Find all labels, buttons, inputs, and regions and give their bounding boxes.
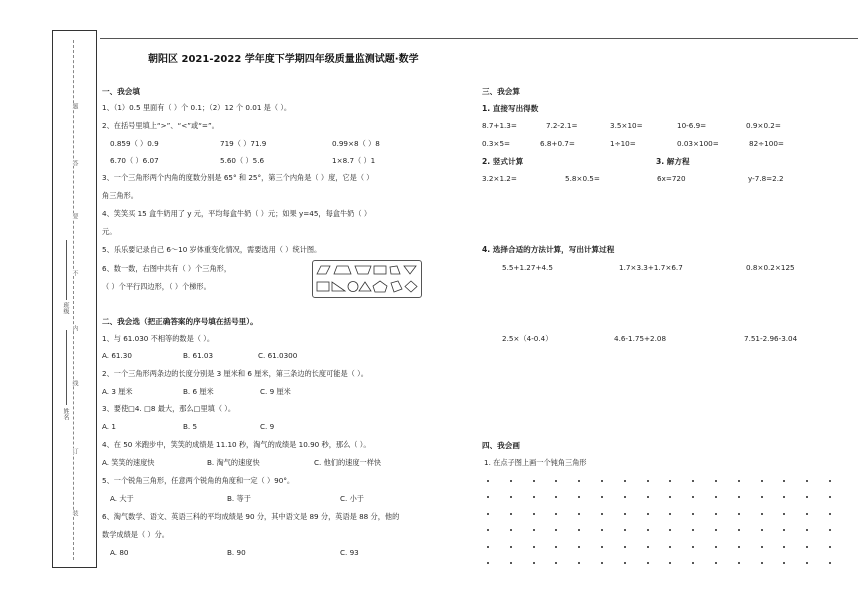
grid-dot[interactable] — [533, 562, 535, 564]
section-3-heading: 三、我会算 — [482, 87, 520, 96]
class-field-label: 班级 — [62, 302, 69, 314]
grid-dot[interactable] — [624, 529, 626, 531]
grid-dot[interactable] — [761, 496, 763, 498]
seal-char: 内 — [71, 325, 78, 331]
section-4-heading: 四、我会画 — [482, 441, 520, 450]
grid-dot[interactable] — [692, 513, 694, 515]
seal-char: 装 — [71, 510, 78, 516]
grid-dot[interactable] — [624, 496, 626, 498]
grid-dot[interactable] — [510, 546, 512, 548]
grid-dot[interactable] — [715, 480, 717, 482]
grid-dot[interactable] — [715, 546, 717, 548]
s3-calc: 2.5×（4-0.4） — [502, 334, 553, 343]
grid-dot[interactable] — [624, 513, 626, 515]
grid-dot[interactable] — [510, 529, 512, 531]
s2-q2: 2、一个三角形两条边的长度分别是 3 厘米和 6 厘米，第三条边的长度可能是（ ）。 — [102, 369, 368, 378]
grid-dot[interactable] — [669, 496, 671, 498]
s3-calc: 3.5×10= — [610, 121, 643, 130]
name-field-label: 姓名 — [62, 408, 69, 420]
grid-dot[interactable] — [806, 480, 808, 482]
s2-q5: 5、一个锐角三角形，任意两个锐角的角度和一定（ ）90°。 — [102, 476, 295, 485]
s3-calc: 10-6.9= — [677, 121, 707, 130]
s2-q3: 3、要使□4. □8 最大，那么□里填（ ）。 — [102, 404, 236, 413]
s1-q2-item: 1×8.7（ ）1 — [332, 156, 376, 165]
grid-dot[interactable] — [806, 562, 808, 564]
s1-q4-line1: 4、笑笑买 15 盒牛奶用了 y 元，平均每盒牛奶（ ）元；如果 y=45，每盒牛奶（ ） — [102, 209, 372, 218]
s3-calc: 3.2×1.2= — [482, 174, 517, 183]
grid-dot[interactable] — [487, 496, 489, 498]
grid-dot[interactable] — [829, 546, 831, 548]
s2-q6-option: A. 80 — [110, 548, 129, 557]
grid-dot[interactable] — [738, 496, 740, 498]
grid-dot[interactable] — [601, 529, 603, 531]
grid-dot[interactable] — [669, 546, 671, 548]
grid-dot[interactable] — [783, 562, 785, 564]
grid-dot[interactable] — [761, 546, 763, 548]
seal-line — [73, 40, 74, 560]
grid-dot[interactable] — [510, 496, 512, 498]
s3-calc: 6x=720 — [657, 174, 686, 183]
s3-calc: 4.6-1.75+2.08 — [614, 334, 667, 343]
s2-q1-option: C. 61.0300 — [258, 351, 298, 360]
s1-q6-line2: （ ）个平行四边形，（ ）个梯形。 — [102, 282, 211, 291]
s2-q1-option: B. 61.03 — [183, 351, 214, 360]
seal-char: 要 — [71, 213, 78, 219]
s3-calc: 82÷100= — [749, 139, 784, 148]
grid-dot[interactable] — [578, 562, 580, 564]
grid-dot[interactable] — [806, 496, 808, 498]
grid-dot[interactable] — [647, 562, 649, 564]
s2-q4-option: B. 淘气的速度快 — [207, 458, 260, 467]
grid-dot[interactable] — [692, 480, 694, 482]
s3-calc: 7.51-2.96-3.04 — [744, 334, 798, 343]
grid-dot[interactable] — [783, 480, 785, 482]
s2-q5-option: C. 小于 — [340, 494, 364, 503]
s3-calc: 1÷10= — [610, 139, 636, 148]
name-field-line — [66, 330, 67, 405]
grid-dot[interactable] — [624, 546, 626, 548]
grid-dot[interactable] — [715, 496, 717, 498]
grid-dot[interactable] — [761, 529, 763, 531]
s1-q2: 2、在括号里填上“>”、“<”或“=”。 — [102, 121, 219, 130]
s1-q2-item: 0.859（ ）0.9 — [110, 139, 159, 148]
s3-sub1: 1. 直接写出得数 — [482, 104, 539, 113]
s2-q1: 1、与 61.030 不相等的数是（ ）。 — [102, 334, 215, 343]
grid-dot[interactable] — [738, 513, 740, 515]
s3-calc: 8.7+1.3= — [482, 121, 517, 130]
s3-calc: 5.5+1.27+4.5 — [502, 263, 553, 272]
s1-q6-line1: 6、数一数，右图中共有（ ）个三角形， — [102, 264, 232, 273]
grid-dot[interactable] — [692, 546, 694, 548]
grid-dot[interactable] — [533, 480, 535, 482]
section-2-heading: 二、我会选（把正确答案的序号填在括号里）。 — [102, 317, 258, 326]
s3-calc: 0.3×5= — [482, 139, 511, 148]
s1-q1: 1、（1）0.5 里面有（ ）个 0.1；（2）12 个 0.01 是（ ）。 — [102, 103, 292, 112]
shapes-icon — [313, 261, 421, 297]
s2-q6-option: B. 90 — [227, 548, 246, 557]
grid-dot[interactable] — [806, 529, 808, 531]
grid-dot[interactable] — [578, 496, 580, 498]
grid-dot[interactable] — [601, 546, 603, 548]
s2-q3-option: C. 9 — [260, 422, 275, 431]
seal-char: 线 — [71, 380, 78, 386]
grid-dot[interactable] — [533, 529, 535, 531]
grid-dot[interactable] — [738, 562, 740, 564]
grid-dot[interactable] — [487, 480, 489, 482]
grid-dot[interactable] — [829, 496, 831, 498]
s3-calc: 0.9×0.2= — [746, 121, 781, 130]
s3-calc: y-7.8=2.2 — [748, 174, 784, 183]
s1-q2-item: 719（ ）71.9 — [220, 139, 267, 148]
s3-sub4: 4. 选择合适的方法计算，写出计算过程 — [482, 245, 615, 254]
grid-dot[interactable] — [578, 546, 580, 548]
grid-dot[interactable] — [533, 513, 535, 515]
s3-sub3: 3. 解方程 — [656, 157, 690, 166]
s3-calc: 1.7×3.3+1.7×6.7 — [619, 263, 683, 272]
grid-dot[interactable] — [829, 529, 831, 531]
grid-dot[interactable] — [692, 562, 694, 564]
s1-q3-line2: 角三角形。 — [102, 191, 138, 200]
class-field-line — [66, 240, 67, 300]
grid-dot[interactable] — [624, 562, 626, 564]
grid-dot[interactable] — [555, 496, 557, 498]
s3-calc: 0.03×100= — [677, 139, 719, 148]
grid-dot[interactable] — [510, 562, 512, 564]
grid-dot[interactable] — [555, 480, 557, 482]
grid-dot[interactable] — [555, 529, 557, 531]
s2-q3-option: B. 5 — [183, 422, 198, 431]
s3-sub2: 2. 竖式计算 — [482, 157, 524, 166]
s1-q2-item: 5.60（ ）5.6 — [220, 156, 265, 165]
grid-dot[interactable] — [806, 513, 808, 515]
grid-dot[interactable] — [692, 496, 694, 498]
s2-q2-option: C. 9 厘米 — [260, 387, 291, 396]
grid-dot[interactable] — [487, 562, 489, 564]
grid-dot[interactable] — [533, 496, 535, 498]
s2-q2-option: A. 3 厘米 — [102, 387, 133, 396]
grid-dot[interactable] — [692, 529, 694, 531]
grid-dot[interactable] — [555, 513, 557, 515]
s2-q1-option: A. 61.30 — [102, 351, 132, 360]
s2-q3-option: A. 1 — [102, 422, 116, 431]
grid-dot[interactable] — [829, 513, 831, 515]
grid-dot[interactable] — [487, 546, 489, 548]
s2-q5-option: A. 大于 — [110, 494, 134, 503]
grid-dot[interactable] — [738, 529, 740, 531]
grid-dot[interactable] — [647, 529, 649, 531]
grid-dot[interactable] — [829, 562, 831, 564]
grid-dot[interactable] — [715, 529, 717, 531]
s2-q4: 4、在 50 米跑步中，笑笑的成绩是 11.10 秒，淘气的成绩是 10.90 秒，那么（ ）。 — [102, 440, 371, 449]
grid-dot[interactable] — [601, 496, 603, 498]
grid-dot[interactable] — [806, 546, 808, 548]
grid-dot[interactable] — [647, 513, 649, 515]
grid-dot[interactable] — [715, 562, 717, 564]
grid-dot[interactable] — [487, 513, 489, 515]
s2-q4-option: A. 笑笑的速度快 — [102, 458, 155, 467]
grid-dot[interactable] — [578, 529, 580, 531]
grid-dot[interactable] — [783, 529, 785, 531]
s1-q3-line1: 3、一个三角形两个内角的度数分别是 65° 和 25°，第三个内角是（ ）度，它是（ ） — [102, 173, 374, 182]
grid-dot[interactable] — [738, 480, 740, 482]
section-1-heading: 一、我会填 — [102, 87, 140, 96]
grid-dot[interactable] — [647, 546, 649, 548]
seal-char: 题 — [71, 103, 78, 109]
s3-calc: 6.8+0.7= — [540, 139, 575, 148]
s3-calc: 7.2-2.1= — [546, 121, 578, 130]
grid-dot[interactable] — [783, 546, 785, 548]
s2-q6-line2: 数学成绩是（ ）分。 — [102, 530, 169, 539]
s1-q4-line2: 元。 — [102, 227, 117, 236]
grid-dot[interactable] — [510, 480, 512, 482]
seal-char: 订 — [71, 448, 78, 454]
grid-dot[interactable] — [601, 513, 603, 515]
grid-dot[interactable] — [647, 496, 649, 498]
grid-dot[interactable] — [669, 480, 671, 482]
grid-dot[interactable] — [669, 529, 671, 531]
grid-dot[interactable] — [738, 546, 740, 548]
grid-dot[interactable] — [624, 480, 626, 482]
page-title: 朝阳区 2021-2022 学年度下学期四年级质量监测试题·数学 — [148, 54, 419, 65]
s3-calc: 5.8×0.5= — [565, 174, 600, 183]
binding-margin-frame — [52, 30, 97, 568]
seal-char: 不 — [71, 270, 78, 276]
grid-dot[interactable] — [669, 513, 671, 515]
s1-q5: 5、乐乐要记录自己 6～10 岁体重变化情况，需要选用（ ）统计图。 — [102, 245, 322, 254]
s2-q6-line1: 6、淘气数学、语文、英语三科的平均成绩是 90 分，其中语文是 89 分，英语是 88 分，他的 — [102, 512, 400, 521]
grid-dot[interactable] — [761, 480, 763, 482]
grid-dot[interactable] — [533, 546, 535, 548]
grid-dot[interactable] — [510, 513, 512, 515]
grid-dot[interactable] — [578, 513, 580, 515]
s3-calc: 0.8×0.2×125 — [746, 263, 795, 272]
grid-dot[interactable] — [601, 480, 603, 482]
grid-dot[interactable] — [783, 513, 785, 515]
grid-dot[interactable] — [647, 480, 649, 482]
grid-dot[interactable] — [761, 562, 763, 564]
grid-dot[interactable] — [715, 513, 717, 515]
s2-q4-option: C. 他们的速度一样快 — [314, 458, 382, 467]
grid-dot[interactable] — [829, 480, 831, 482]
seal-char: 答 — [71, 160, 78, 166]
grid-dot[interactable] — [761, 513, 763, 515]
header-rule — [100, 38, 858, 39]
grid-dot[interactable] — [555, 546, 557, 548]
grid-dot[interactable] — [601, 562, 603, 564]
grid-dot[interactable] — [487, 529, 489, 531]
grid-dot[interactable] — [555, 562, 557, 564]
grid-dot[interactable] — [669, 562, 671, 564]
s1-q2-item: 6.70（ ）6.07 — [110, 156, 159, 165]
grid-dot[interactable] — [783, 496, 785, 498]
shapes-figure — [312, 260, 422, 298]
s2-q6-option: C. 93 — [340, 548, 359, 557]
s1-q2-item: 0.99×8（ ）8 — [332, 139, 380, 148]
s2-q5-option: B. 等于 — [227, 494, 251, 503]
s2-q2-option: B. 6 厘米 — [183, 387, 214, 396]
grid-dot[interactable] — [578, 480, 580, 482]
s4-q1: 1. 在点子图上画一个钝角三角形 — [484, 458, 587, 467]
